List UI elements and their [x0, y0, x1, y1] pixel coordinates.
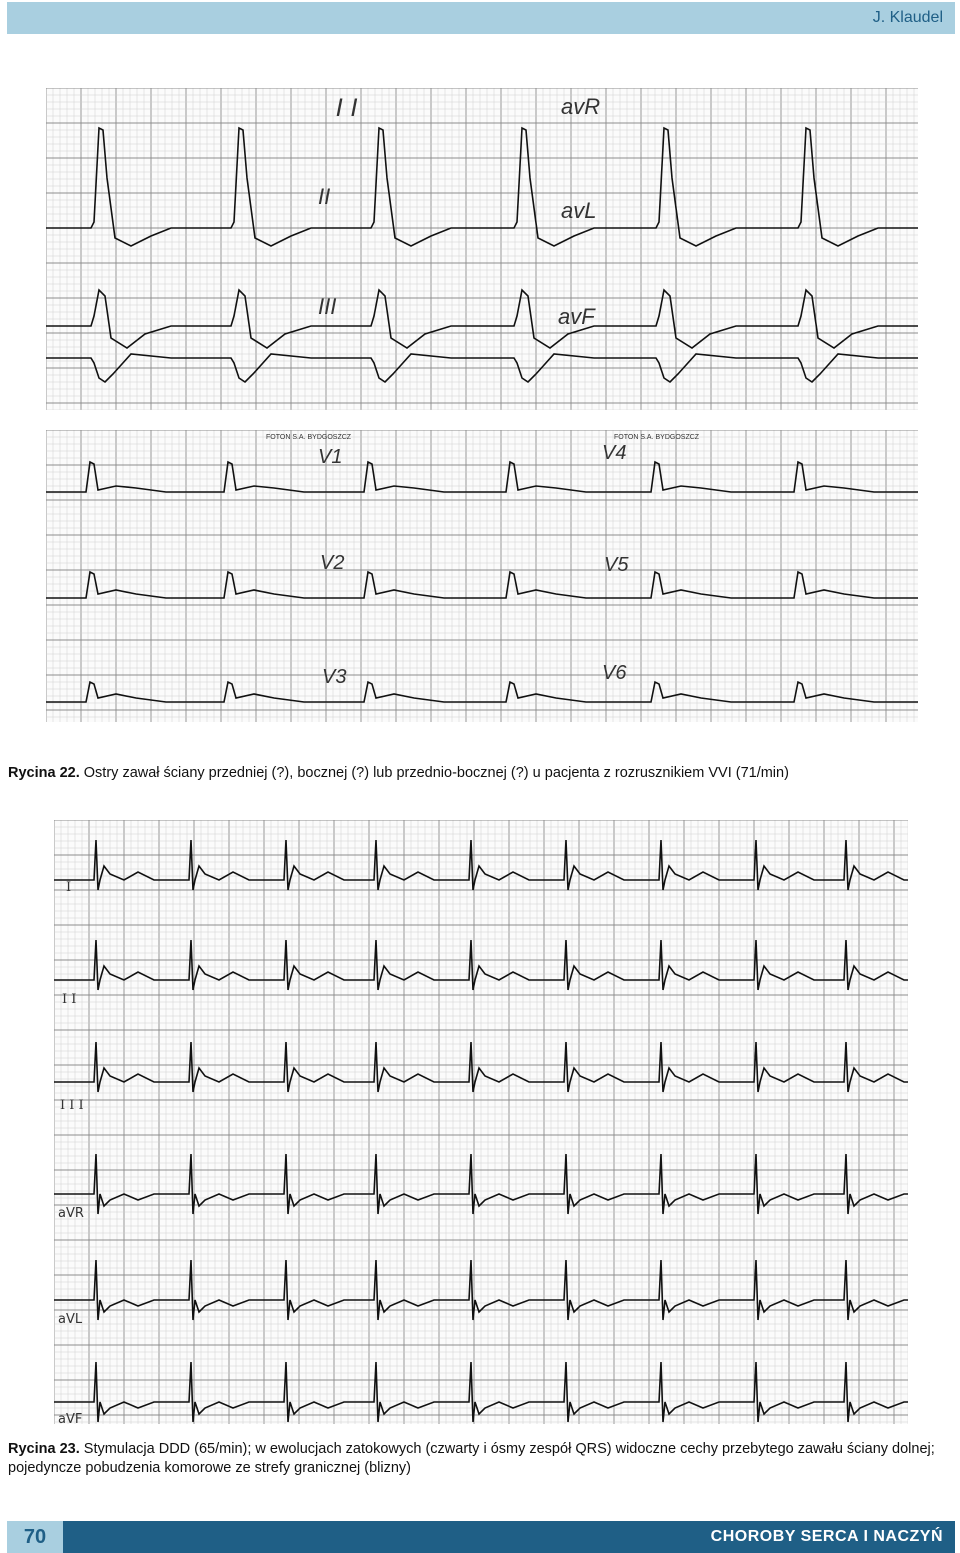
handwritten-lead-v5: V5 — [604, 554, 629, 576]
ecg-strip-limb-leads — [46, 88, 918, 410]
handwritten-lead-v2: V2 — [320, 552, 345, 574]
lead-label-avf: aVF — [58, 1412, 83, 1424]
stamp-text-left: FOTON S.A. BYDGOSZCZ — [266, 434, 352, 441]
journal-title: CHOROBY SERCA I NACZYŃ — [710, 1528, 943, 1545]
stamp-text-right: FOTON S.A. BYDGOSZCZ — [614, 434, 700, 441]
ecg-trace-figure-23 — [54, 820, 908, 1424]
figure-23-caption — [8, 1440, 952, 1478]
ecg-v-line-2 — [46, 572, 918, 598]
figure-22-caption — [8, 764, 952, 783]
handwritten-lead-ii: II — [318, 184, 331, 209]
handwritten-lead-iii: III — [318, 294, 337, 319]
page-header — [7, 2, 955, 34]
figure-22-caption-text: Ostry zawał ściany przedniej (?), bocznej (?) lub przednio-bocznej (?) u pacjenta z rozrusznikiem VVI (71/min) — [79, 765, 789, 781]
ecg-lead-line-1 — [46, 128, 918, 246]
figure-22-caption-label: Rycina 22. — [8, 765, 80, 781]
lead-label-ii: I I — [62, 992, 77, 1007]
figure-23-caption-label: Rycina 23. — [8, 1441, 80, 1457]
handwritten-lead-avf: avF — [558, 304, 595, 329]
figure-23-caption-text: Stymulacja DDD (65/min); w ewolucjach zatokowych (czwarty i ósmy zespół QRS) widoczne cechy przebytego zawału ściany dolnej; pojedyncze pobudzenia komorowe ze strefy granicznej (blizny) — [8, 1441, 935, 1476]
ecg-grid — [46, 430, 918, 722]
lead-label-avl: aVL — [58, 1312, 83, 1327]
page-number: 70 — [7, 1521, 63, 1553]
handwritten-lead-avr: avR — [561, 94, 601, 119]
ecg-grid — [54, 820, 908, 1424]
ecg-trace-precordial-leads — [46, 430, 918, 722]
handwritten-lead-v6: V6 — [602, 662, 627, 684]
lead-label-iii: I I I — [60, 1098, 84, 1113]
page-footer — [7, 1521, 955, 1553]
handwritten-lead-v3: V3 — [322, 666, 347, 688]
handwritten-lead-v1: V1 — [318, 446, 343, 468]
handwritten-lead-v4: V4 — [602, 442, 627, 464]
ecg-v-line-1 — [46, 462, 918, 492]
handwritten-lead-avl: avL — [561, 198, 597, 223]
ecg-trace-limb-leads — [46, 88, 918, 410]
handwritten-lead-i: I I — [336, 94, 358, 122]
ecg-v-line-3 — [46, 682, 918, 702]
ecg-grid — [46, 88, 918, 410]
lead-label-i: I — [66, 880, 72, 895]
ecg-figure-23 — [54, 820, 908, 1424]
lead-label-avr: aVR — [58, 1206, 84, 1221]
header-author: J. Klaudel — [872, 9, 943, 26]
ecg-strip-precordial-leads — [46, 430, 918, 722]
